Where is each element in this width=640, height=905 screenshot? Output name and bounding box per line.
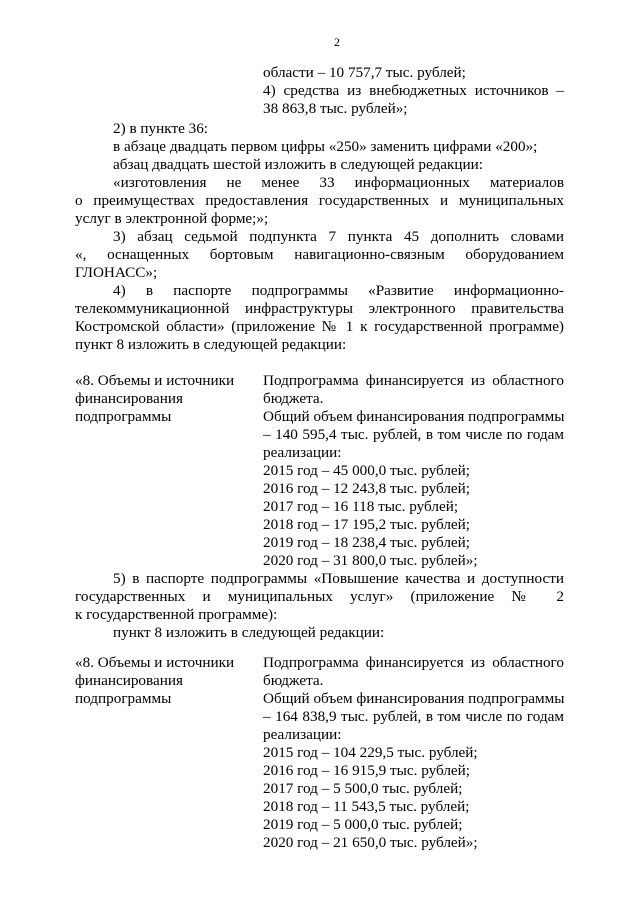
table-right-cell-line: 2019 год – 5 000,0 тыс. рублей; [263,816,463,833]
table-right-cell-line: 2020 год – 21 650,0 тыс. рублей»; [263,834,478,851]
table-right-cell-line: реализации: [263,726,342,743]
table-right-cell-line: 2015 год – 104 229,5 тыс. рублей; [263,744,478,761]
text-line: «, оснащенных бортовым навигационно-связным оборудованием [75,246,564,263]
table-right-cell-line: Общий объем финансирования подпрограммы [263,690,565,707]
table-right-cell-line: 2018 год – 17 195,2 тыс. рублей; [263,516,471,533]
table-right-cell-line: бюджета. [263,672,324,689]
table-right-cell-line: бюджета. [263,390,324,407]
text-line: 38 863,8 тыс. рублей»; [263,100,408,117]
table-right-cell-line: Общий объем финансирования подпрограммы [263,408,565,425]
table-right-cell-line: – 140 595,4 тыс. рублей, в том числе по годам [263,426,564,443]
text-line: 5) в паспорте подпрограммы «Повышение качества и доступности [113,570,564,587]
table-right-cell-line: реализации: [263,444,342,461]
table-right-cell-line: 2019 год – 18 238,4 тыс. рублей; [263,534,471,551]
table-right-cell-line: 2020 год – 31 800,0 тыс. рублей»; [263,552,478,569]
text-line: ГЛОНАСС»; [75,264,158,281]
table-right-cell-line: Подпрограмма финансируется из областного [263,372,564,389]
table-right-cell-line: 2017 год – 16 118 тыс. рублей; [263,498,459,515]
table-right-cell-line: Подпрограмма финансируется из областного [263,654,564,671]
text-line: 4) средства из внебюджетных источников – [263,82,564,99]
text-line: Костромской области» (приложение № 1 к государственной программе) [75,318,564,335]
table-right-cell-line: 2018 год – 11 543,5 тыс. рублей; [263,798,470,815]
text-line: абзац двадцать шестой изложить в следующей редакции: [113,156,483,173]
table-left-cell-line: подпрограммы [75,408,172,425]
text-line: к государственной программе): [75,606,278,623]
table-left-cell-line: финансирования [75,390,183,407]
text-line: услуг в электронной форме;»; [75,210,269,227]
table-left-cell-line: финансирования [75,672,183,689]
table-left-cell-line: «8. Объемы и источники [75,654,235,671]
text-line: телекоммуникационной инфраструктуры электронного правительства [75,300,564,317]
table-right-cell-line: 2016 год – 12 243,8 тыс. рублей; [263,480,471,497]
text-line: «изготовления не менее 33 информационных материалов [113,174,564,191]
table-right-cell-line: – 164 838,9 тыс. рублей, в том числе по годам [263,708,564,725]
table-left-cell-line: подпрограммы [75,690,172,707]
text-line: государственных и муниципальных услуг» (приложение № 2 [75,588,564,605]
text-line: пункт 8 изложить в следующей редакции: [113,624,385,641]
text-line: области – 10 757,7 тыс. рублей; [263,64,466,81]
table-right-cell-line: 2017 год – 5 500,0 тыс. рублей; [263,780,463,797]
text-line: 4) в паспорте подпрограммы «Развитие информационно- [113,282,564,299]
table-right-cell-line: 2015 год – 45 000,0 тыс. рублей; [263,462,471,479]
text-line: 3) абзац седьмой подпункта 7 пункта 45 дополнить словами [113,228,564,245]
text-line: о преимуществах предоставления государственных и муниципальных [75,192,564,209]
table-right-cell-line: 2016 год – 16 915,9 тыс. рублей; [263,762,471,779]
table-left-cell-line: «8. Объемы и источники [75,372,235,389]
text-line: пункт 8 изложить в следующей редакции: [75,336,347,353]
page-number: 2 [334,35,340,49]
text-line: 2) в пункте 36: [113,120,209,137]
text-line: в абзаце двадцать первом цифры «250» заменить цифрами «200»; [113,138,538,155]
